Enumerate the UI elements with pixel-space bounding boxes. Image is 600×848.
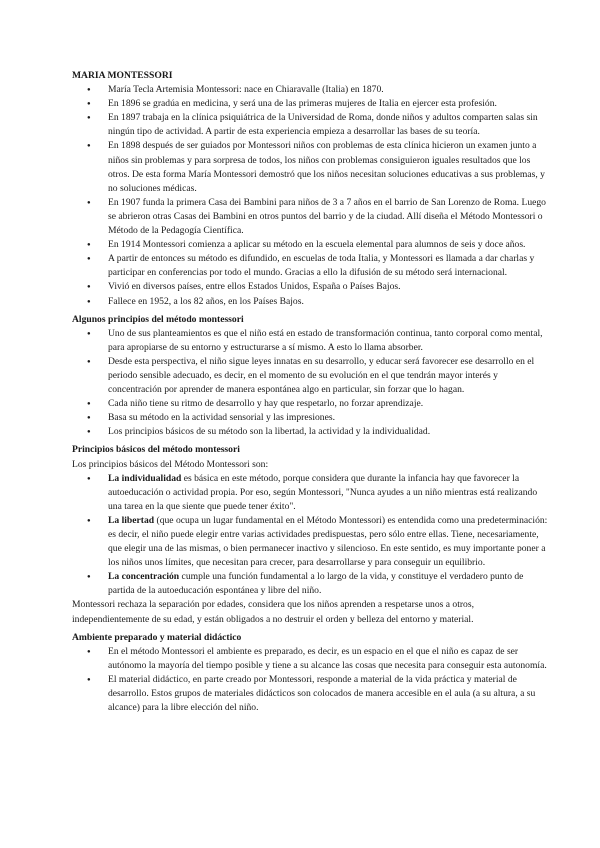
list-item: ● Cada niño tiene su ritmo de desarrollo y hay que respetarlo, no forzar aprendizaje. <box>72 397 550 411</box>
basics-list <box>72 472 550 599</box>
term-description: cumple una función fundamental a lo largo de la vida, y constituye el verdadero punto de partida de la autoeducación espontánea y libre del niño. <box>108 571 524 597</box>
term-concentration: La concentración <box>108 571 180 583</box>
list-item: ● Vivió en diversos países, entre ellos Estados Unidos, España o Países Bajos. <box>72 280 550 294</box>
list-item <box>72 472 550 514</box>
list-item: ● María Tecla Artemisia Montessori: nace en Chiaravalle (Italia) en 1870. <box>72 83 550 97</box>
list-item: ● Fallece en 1952, a los 82 años, en los Países Bajos. <box>72 295 550 309</box>
list-item: ● En 1897 trabaja en la clínica psiquiátrica de la Universidad de Roma, donde niños y adultos comparten salas sin ningún tipo de actividad. A partir de esta experiencia empieza a desarrollar las bases de su teoría. <box>72 111 550 139</box>
list-item <box>72 514 550 570</box>
list-item: ● Los principios básicos de su método son la libertad, la actividad y la individualidad. <box>72 425 550 439</box>
list-item: ● En el método Montessori el ambiente es preparado, es decir, es un espacio en el que el niño es capaz de ser autónomo la mayoría del tiempo posible y tiene a su alcance las cosas que necesita para conseguir esta autonomía. <box>72 645 550 673</box>
term-freedom: La libertad <box>108 514 155 526</box>
section-intro: Los principios básicos del Método Montessori son: <box>72 458 269 470</box>
list-item: ● Uno de sus planteamientos es que el niño está en estado de transformación continua, tanto corporal como mental, para apropiarse de su entorno y estructurarse a sí mismo. A esto lo llama absorber. <box>72 327 550 355</box>
document-title: MARIA MONTESSORI <box>72 70 173 81</box>
list-item: ● El material didáctico, en parte creado por Montessori, responde a material de la vida práctica y material de desarrollo. Estos grupos de materiales didácticos son colocados de manera accesible en el aula (a su altura, a su alcance) para la libre elección del niño. <box>72 673 550 715</box>
section-heading-environment: Ambiente preparado y material didáctico <box>72 631 242 643</box>
closing-paragraph: Montessori rechaza la separación por edades, considera que los niños aprenden a respetarse unos a otros, independientemente de su edad, y están obligados a no destruir el orden y belleza del entorno y material. <box>72 599 474 625</box>
term-description: (que ocupa un lugar fundamental en el Método Montessori) es entendida como una predeterminación: es decir, el niño puede elegir entre varias actividades predispuestas, pero sólo entre ellas. Tiene, necesariamente, que elegir una de las mismas, o bien permanecer inactivo y silencioso. En este sentido, es muy importante poner a los niños unos límites, que necesitan para crecer, para desarrollarse y para conseguir un equilibrio. <box>108 514 548 569</box>
list-item: ● Basa su método en la actividad sensorial y las impresiones. <box>72 411 550 425</box>
list-item: ● Desde esta perspectiva, el niño sigue leyes innatas en su desarrollo, y educar será favorecer ese desarrollo en el periodo sensible adecuado, es decir, en el momento de su evolución en el que tendrán mayor interés y concentración por aprender de manera espontánea algo en particular, sin forzar que lo hagan. <box>72 355 550 397</box>
list-item: ● En 1907 funda la primera Casa dei Bambini para niños de 3 a 7 años en el barrio de San Lorenzo de Roma. Luego se abrieron otras Casas dei Bambini en otros puntos del barrio y de la ciudad. Allí diseña el Método Montessori o Método de la Pedagogía Científica. <box>72 196 550 238</box>
list-item: ● En 1898 después de ser guiados por Montessori niños con problemas de esta clínica hicieron un examen junto a niños sin problemas y para sorpresa de todos, los niños con problemas consiguieron iguales resultados que los otros. De esta forma María Montessori demostró que los niños necesitan soluciones educativas a sus problemas, y no soluciones médicas. <box>72 139 550 195</box>
environment-list <box>72 645 550 715</box>
list-item: ● En 1896 se gradúa en medicina, y será una de las primeras mujeres de Italia en ejercer esta profesión. <box>72 97 550 111</box>
list-item: ● A partir de entonces su método es difundido, en escuelas de toda Italia, y Montessori es llamada a dar charlas y participar en conferencias por todo el mundo. Gracias a ello la difusión de su método será internacional. <box>72 252 550 280</box>
term-description: es básica en este método, porque considera que durante la infancia hay que favorecer la autoeducación o actividad propia. Por eso, según Montessori, "Nunca ayudes a un niño mientras está realizando una tarea en la que siente que puede tener éxito". <box>108 472 538 512</box>
principles-list <box>72 327 550 440</box>
bio-list <box>72 83 550 309</box>
list-item: ● En 1914 Montessori comienza a aplicar su método en la escuela elemental para alumnos de seis y doce años. <box>72 238 550 252</box>
term-individuality: La individualidad <box>108 472 182 484</box>
section-heading-basics: Principios básicos del método montessori <box>72 444 240 456</box>
section-heading-principles: Algunos principios del método montessori <box>72 313 244 325</box>
list-item <box>72 570 550 598</box>
